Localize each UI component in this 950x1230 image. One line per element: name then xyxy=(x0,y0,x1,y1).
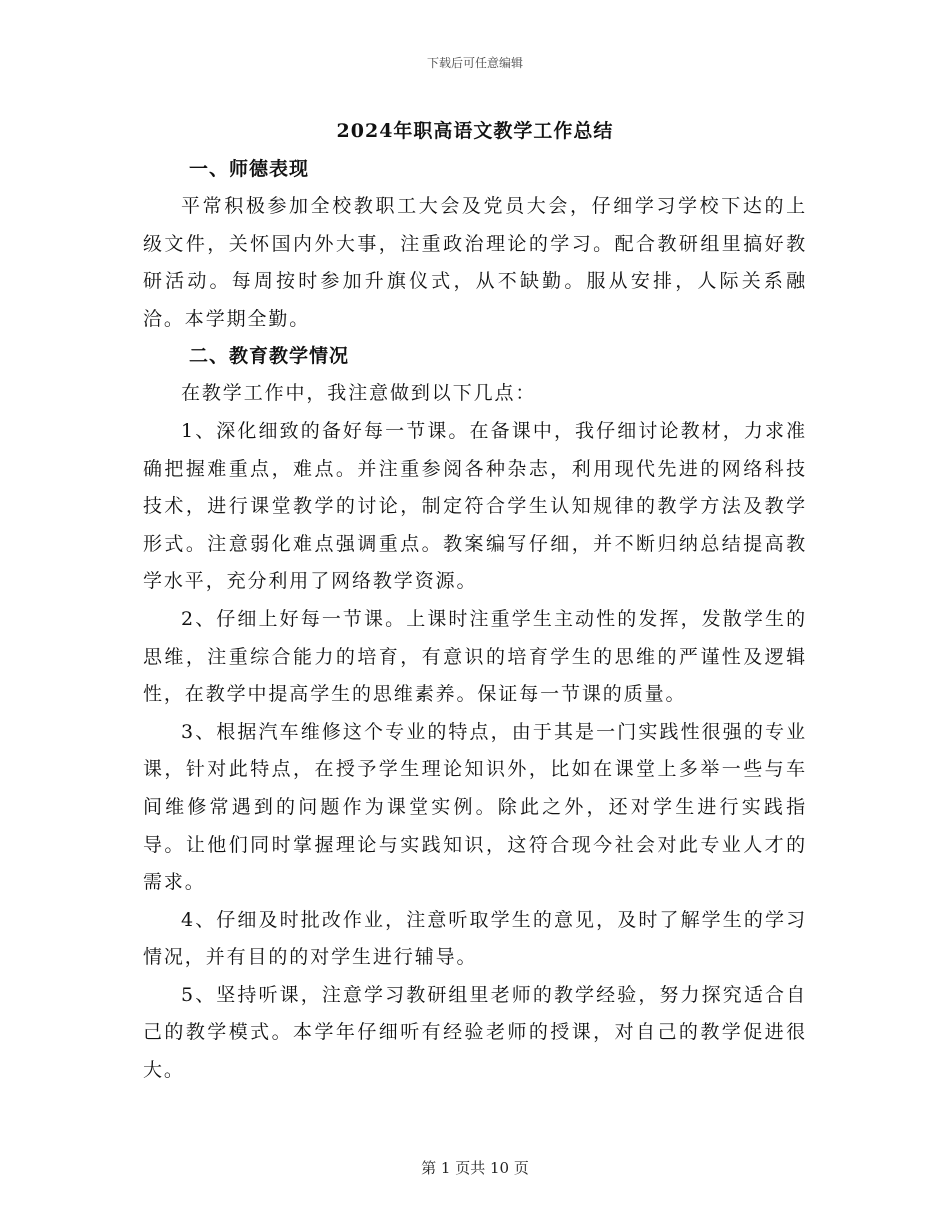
page-number: 第 1 页共 10 页 xyxy=(421,1159,529,1177)
paragraph: 2、仔细上好每一节课。上课时注重学生主动性的发挥，发散学生的思维，注重综合能力的培育，有意识的培育学生的思维的严谨性及逻辑性，在教学中提高学生的思维素养。保证每一节课的质量。 xyxy=(143,607,807,706)
paragraph: 3、根据汽车维修这个专业的特点，由于其是一门实践性很强的专业课，针对此特点，在授予学生理论知识外，比如在课堂上多举一些与车间维修常遇到的问题作为课堂实例。除此之外，还对学生进行实践指导。让他们同时掌握理论与实践知识，这符合现今社会对此专业人才的需求。 xyxy=(143,720,807,894)
page-header-note: 下载后可任意编辑 xyxy=(426,56,523,70)
section-heading: 一、师德表现 xyxy=(189,158,310,180)
paragraph: 1、深化细致的备好每一节课。在备课中，我仔细讨论教材，力求准确把握难重点，难点。并注重参阅各种杂志，利用现代先进的网络科技技术，进行课堂教学的讨论，制定符合学生认知规律的教学方法及教学形式。注意弱化难点强调重点。教案编写仔细，并不断归纳总结提高教学水平，充分利用了网络教学资源。 xyxy=(143,419,807,593)
paragraph: 平常积极参加全校教职工大会及党员大会，仔细学习学校下达的上级文件，关怀国内外大事，注重政治理论的学习。配合教研组里搞好教研活动。每周按时参加升旗仪式，从不缺勤。服从安排，人际关系融洽。本学期全勤。 xyxy=(143,195,807,330)
document-body xyxy=(143,151,807,1090)
section-teaching-situation xyxy=(143,338,807,1089)
paragraph: 5、坚持听课，注意学习教研组里老师的教学经验，努力探究适合自己的教学模式。本学年仔细听有经验老师的授课，对自己的教学促进很大。 xyxy=(143,983,807,1082)
document-title: 2024年职高语文教学工作总结 xyxy=(336,120,614,142)
paragraph: 4、仔细及时批改作业，注意听取学生的意见，及时了解学生的学习情况，并有目的的对学生进行辅导。 xyxy=(143,908,807,969)
section-heading: 二、教育教学情况 xyxy=(189,345,350,368)
paragraph: 在教学工作中，我注意做到以下几点： xyxy=(181,382,537,405)
section-teacher-ethics xyxy=(143,151,807,338)
